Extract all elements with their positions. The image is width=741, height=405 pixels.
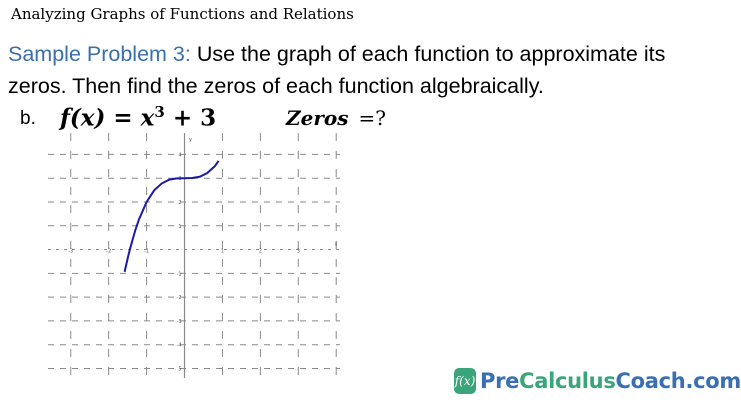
problem-statement	[8, 38, 713, 102]
x-tick-label: 2	[258, 248, 262, 255]
problem-label-colon: :	[184, 42, 191, 66]
x-tick-label: -1	[144, 248, 150, 255]
grid-lines	[48, 133, 340, 378]
y-tick-label: 3	[178, 176, 182, 183]
equation-exponent: 3	[154, 103, 165, 121]
zeros-prompt	[286, 106, 386, 130]
y-tick-label: -3	[176, 318, 182, 325]
problem-text: Use the graph of each function to approximate its zeros. Then find the zeros of each function algebraically.	[8, 42, 666, 98]
logo-wordmark	[480, 369, 741, 393]
problem-label: Sample Problem 3	[8, 42, 185, 66]
function-equation	[60, 103, 216, 132]
equation-lhs: f(x) = x	[60, 104, 155, 132]
y-axis-label: y	[189, 137, 193, 143]
slide-title: Analyzing Graphs of Functions and Relations	[11, 5, 354, 23]
y-tick-label: 4	[178, 152, 182, 159]
zeros-word: Zeros	[286, 106, 349, 130]
x-tick-label: -2	[106, 248, 112, 255]
x-axis-label: x	[334, 241, 338, 248]
logo-fx-icon: f(x)	[454, 368, 476, 394]
zeros-rhs: =?	[358, 106, 386, 130]
part-letter: b.	[20, 108, 36, 129]
y-tick-label: 1	[178, 223, 182, 230]
x-tick-label: -3	[68, 248, 74, 255]
y-tick-label: 2	[178, 199, 182, 206]
function-curve	[125, 161, 219, 272]
x-tick-label: 3	[296, 248, 300, 255]
logo-pre: Pre	[480, 369, 520, 393]
y-tick-label: -4	[176, 342, 182, 349]
y-tick-label: -1	[176, 271, 182, 278]
brand-logo	[454, 366, 741, 396]
logo-calculus: Calculus	[519, 369, 616, 393]
y-tick-label: 5	[178, 366, 182, 373]
logo-coach: Coach.com	[615, 369, 741, 393]
x-tick-label: 1	[220, 248, 225, 255]
y-tick-label: -2	[176, 295, 182, 302]
function-graph	[48, 133, 340, 378]
equation-rhs: + 3	[164, 104, 217, 132]
